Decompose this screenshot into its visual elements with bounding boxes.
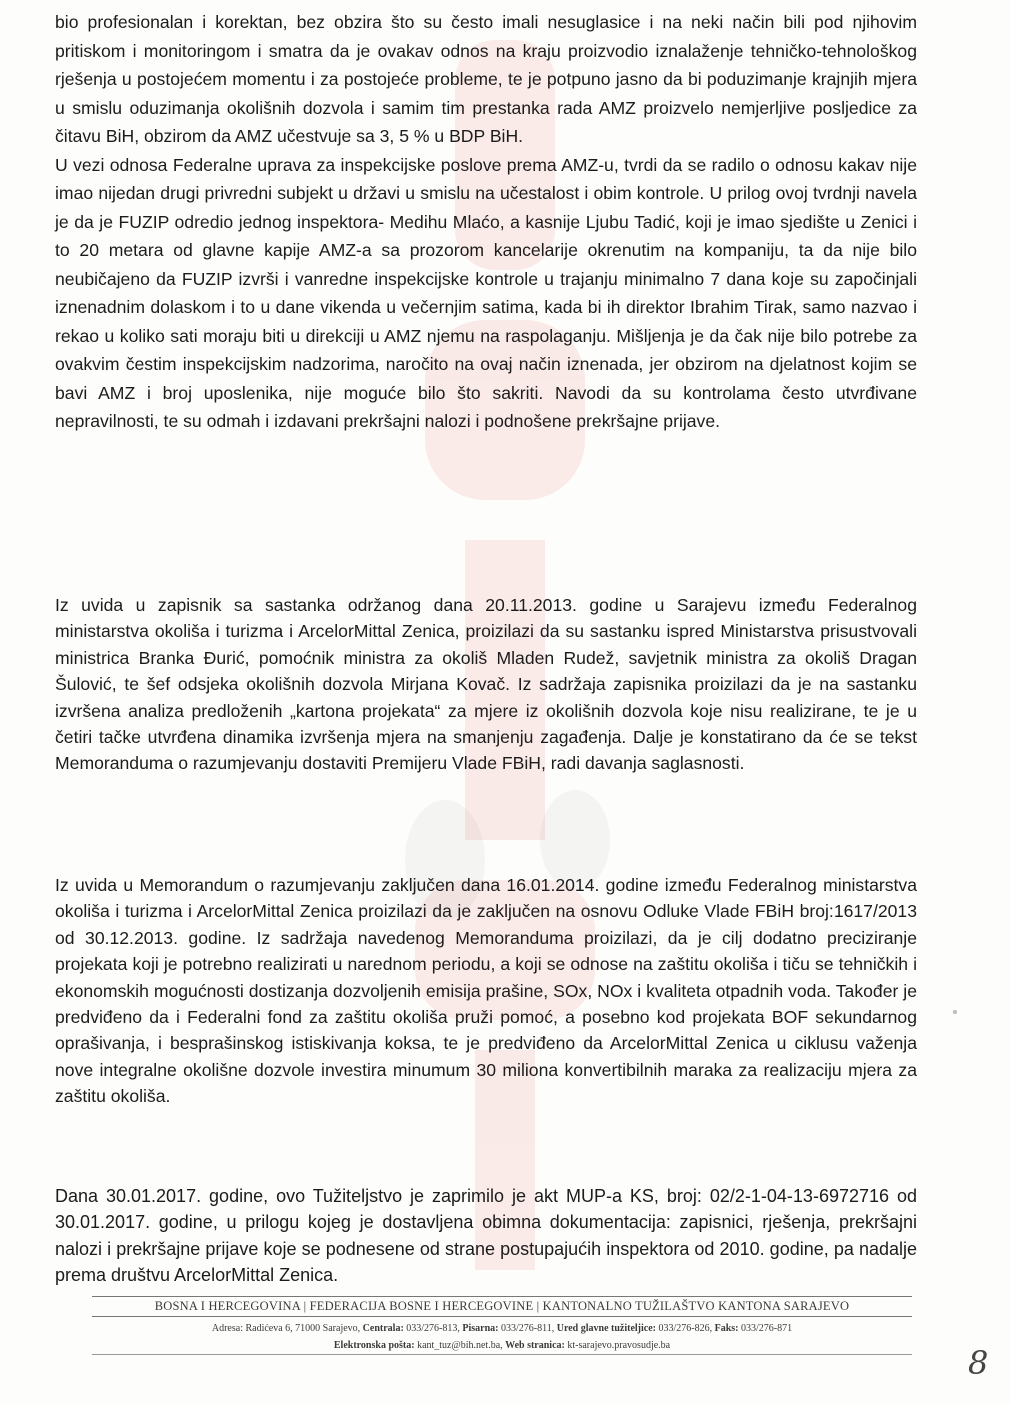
footer-registry-value: 033/276-811, (501, 1323, 555, 1334)
footer-office-value: 033/276-826, (658, 1323, 713, 1334)
footer-institution: BOSNA I HERCEGOVINA | FEDERACIJA BOSNE I HERCEGOVINE | KANTONALNO TUŽILAŠTVO KANTONA SARAJEVO (92, 1296, 912, 1317)
paragraph-3: Iz uvida u zapisnik sa sastanka održanog dana 20.11.2013. godine u Sarajevu između Federalnog ministarstva okoliša i turizma i ArcelorMittal Zenica, proizilazi da su sastanku ispred Ministarstva prisustvovali ministrica Branka Đurić, pomoćnik ministra za okoliš Mladen Rudež, savjetnik ministra za okoliš Dragan Šulović, te šef odsjeka okolišnih dozvola Mirjana Kovač. Iz sadržaja zapisnika proizilazi da je na sastanku izvršena analiza predloženih „kartona projekata“ za mjere iz okolišnih dozvola koje nisu realizirane, te je u četiri tačke utvrđena dinamika izvršenja mjera na smanjenju zagađenja. Dalje je konstatirano da će se tekst Memoranduma o razumjevanju dostaviti Premijeru Vlade FBiH, radi davanja saglasnosti. (55, 595, 917, 774)
paragraph-group-3 (55, 872, 917, 1110)
letterhead-footer (92, 1296, 912, 1355)
footer-web-label: Web stranica: (505, 1340, 565, 1351)
footer-address-label: Adresa: (211, 1323, 243, 1334)
scan-speck (953, 1010, 957, 1014)
paragraph-4: Iz uvida u Memorandum o razumjevanju zaključen dana 16.01.2014. godine između Federalnog ministarstva okoliša i turizma i ArcelorMittal Zenica proizilazi da je zaključen na osnovu Odluke Vlade FBiH broj:1617/2013 od 30.12.2013. godine. Iz sadržaja navedenog Memoranduma proizilazi, da je cilj dodatno preciziranje projekata koji je potrebno realizirati u narednom periodu, a koji se odnose na zaštitu okoliša i tiču se tehničkih i ekonomskih mogućnosti dostizanja dozvoljenih emisija prašine, SOx, NOx i kvaliteta otpadnih voda. Također je predviđeno da i Federalni fond za zaštitu okoliša pruži pomoć, a posebno kod projekata BOF sekundarnog oprašivanja, i besprašinskog istiskivanja koksa, te je predviđeno da ArcelorMittal Zenica u ciklusu važenja nove integralne okolišne dozvole investira minumum 30 miliona konvertibilnih maraka za realizaciju mjera za zaštitu okoliša. (55, 875, 917, 1107)
paragraph-group-4 (55, 1183, 917, 1289)
paragraph-1: bio profesionalan i korektan, bez obzira što su često imali nesuglasice i na neki način bili pod njihovim pritiskom i monitoringom i smatra da je ovakav odnos na kraju proizvodio iznalaženje tehničko-tehnološkog rješenja u postojećem momentu i za postojeće probleme, te je potpuno jasno da bi poduzimanje krajnjih mjera u smislu oduzimanja okolišnih dozvola i samim tim prestanka rada AMZ proizvelo nemjerljive posljedice za čitavu BiH, obzirom da AMZ učestvuje sa 3, 5 % u BDP BiH. (55, 12, 917, 146)
paragraph-2: U vezi odnosa Federalne uprava za inspekcijske poslove prema AMZ-u, tvrdi da se radilo o odnosu kakav nije imao nijedan drugi privredni subjekt u državi u smislu na učestalost i obim kontrole. U prilog ovoj tvrdnji navela je da je FUZIP odredio jednog inspektora- Medihu Mlaćo, a kasnije Ljubu Tadić, koji je imao sjedište u Zenici i to 20 metara od glavne kapije AMZ-a sa prozorom kancelarije okrenutim na kompaniju, ta da nije bilo neubičajeno da FUZIP izvrši i vanredne inspekcijske kontrole u trajanju minimalno 7 dana koje su započinjali iznenadnim dolaskom i to u dane vikenda u večernjim satima, kada bi ih direktor Ibrahim Tirak, samo nazvao i rekao u koliko sati moraju biti u direkciji u AMZ njemu na raspolaganju. Mišljenja je da čak nije bilo potrebe za ovakvim čestim inspekcijskim nadzorima, naročito na ovaj način iznenada, jer obzirom na djelatnost kojim se bavi AMZ i broj uposlenika, nije moguće bilo što sakriti. Navodi da su kontrolama često utvrđivane nepravilnosti, te su odmah i izdavani prekršajni nalozi i podnošene prekršajne prijave. (55, 154, 917, 431)
paragraph-group-2 (55, 592, 917, 777)
footer-email-link[interactable]: kant_tuz@bih.net.ba, (417, 1340, 503, 1351)
footer-contacts (92, 1323, 912, 1334)
paragraph-group-1 (55, 8, 917, 436)
footer-web-link[interactable]: kt-sarajevo.pravosudje.ba (567, 1340, 671, 1351)
footer-central-label: Centrala: (362, 1323, 404, 1334)
footer-fax-label: Faks: (714, 1323, 739, 1334)
footer-email-label: Elektronska pošta: (333, 1340, 415, 1351)
footer-fax-value: 033/276-871 (741, 1323, 793, 1334)
footer-online (92, 1340, 912, 1355)
footer-office-label: Ured glavne tužiteljice: (556, 1323, 656, 1334)
page-number: 8 (968, 1344, 989, 1382)
footer-address-value: Radićeva 6, 71000 Sarajevo, (245, 1323, 361, 1334)
footer-central-value: 033/276-813, (406, 1323, 460, 1334)
paragraph-5: Dana 30.01.2017. godine, ovo Tužiteljstvo je zaprimilo je akt MUP-a KS, broj: 02/2-1-04-13-6972716 od 30.01.2017. godine, u prilogu kojeg je dostavljena obimna dokumentacija: zapisnici, rješenja, prekršajni nalozi i prekršajne prijave koje se podnesene od strane postupajućih inspektora od 2010. godine, pa nadalje prema društvu ArcelorMittal Zenica. (55, 1186, 917, 1286)
footer-registry-label: Pisarna: (462, 1323, 499, 1334)
